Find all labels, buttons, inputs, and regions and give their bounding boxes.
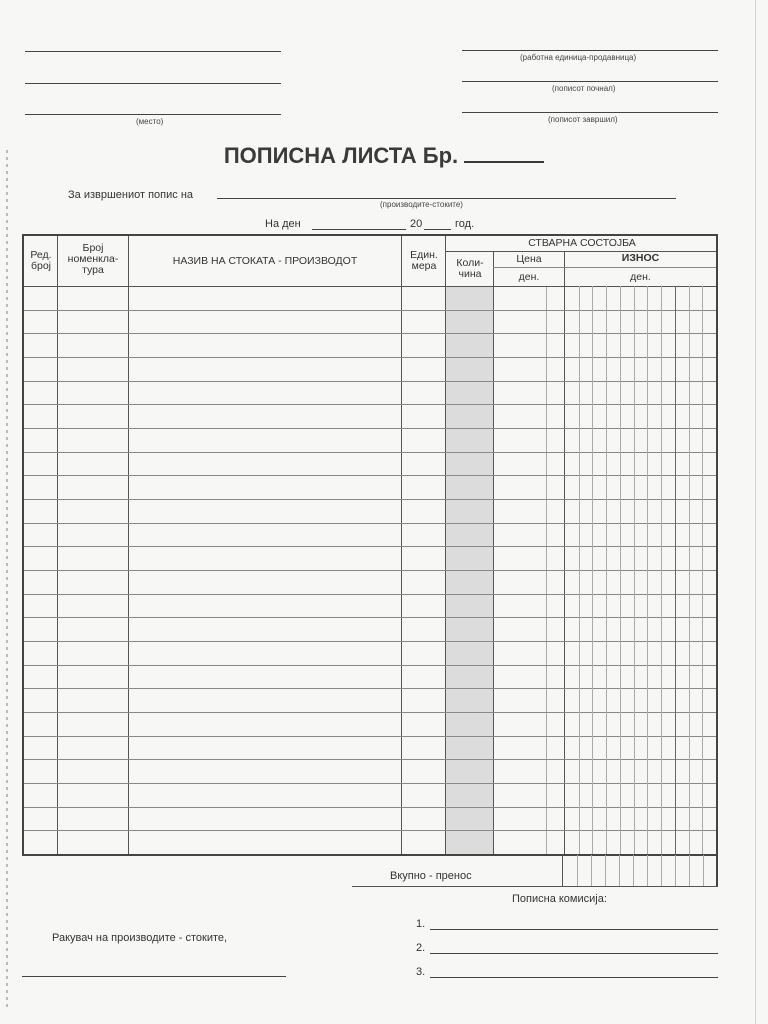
goods-line[interactable]: [217, 198, 676, 199]
table-row-line: [24, 381, 716, 382]
goods-hint: (производите-стоките): [380, 200, 463, 209]
table-row-line: [24, 736, 716, 737]
amount-digit-divider: [620, 286, 621, 854]
col-divider: [564, 252, 565, 854]
header-bottom: [24, 286, 716, 287]
col-divider: [401, 236, 402, 854]
table-row-line: [24, 783, 716, 784]
finished-label: (пописот завршил): [548, 115, 618, 124]
table-row-line: [24, 688, 716, 689]
amount-digit-divider: [675, 286, 676, 854]
table-row-line: [24, 523, 716, 524]
header-name: НАЗИВ НА СТОКАТА - ПРОИЗВОДОТ: [172, 255, 358, 267]
form-title: [0, 143, 768, 169]
place-label: (место): [136, 117, 164, 126]
started-line[interactable]: [462, 81, 718, 82]
total-digit-divider: [647, 855, 648, 886]
table-row-line: [24, 452, 716, 453]
total-digit-divider: [619, 855, 620, 886]
table-row-line: [24, 594, 716, 595]
header-price-unit: ден.: [518, 271, 540, 283]
total-digit-divider: [661, 855, 662, 886]
perforation-edge: [6, 150, 8, 1010]
amount-digit-divider: [634, 286, 635, 854]
year-suffix: год.: [455, 218, 475, 230]
total-digit-divider: [605, 855, 606, 886]
member-1-line[interactable]: [430, 929, 718, 930]
table-row-line: [24, 357, 716, 358]
header-unit: Един. мера: [410, 249, 438, 272]
subheader-divider: [493, 267, 716, 268]
amount-digit-divider: [647, 286, 648, 854]
member-3-line[interactable]: [430, 977, 718, 978]
total-digit-divider: [591, 855, 592, 886]
header-amount: ИЗНОС: [621, 252, 660, 264]
finished-line[interactable]: [462, 112, 718, 113]
form-number-blank[interactable]: [464, 143, 544, 163]
table-row-line: [24, 759, 716, 760]
header-line-1[interactable]: [25, 51, 281, 52]
year-prefix: 20: [410, 218, 423, 230]
manager-signature-line[interactable]: [22, 976, 286, 977]
total-digit-divider: [577, 855, 578, 886]
col-divider: [493, 252, 494, 854]
member-3-label: 3.: [416, 966, 426, 978]
started-label: (пописот почнал): [552, 84, 616, 93]
amount-digit-divider: [661, 286, 662, 854]
table-row-line: [24, 570, 716, 571]
header-quantity: Коли- чина: [456, 257, 484, 280]
amount-digit-divider: [606, 286, 607, 854]
header-number: Ред. број: [30, 249, 52, 272]
table-row-line: [24, 617, 716, 618]
table-row-line: [24, 641, 716, 642]
member-1-label: 1.: [416, 918, 426, 930]
table-row-line: [24, 712, 716, 713]
amount-digit-divider: [592, 286, 593, 854]
unit-label: (работна единица-продавница): [520, 53, 637, 62]
header-line-2[interactable]: [25, 83, 281, 84]
table-row-line: [24, 333, 716, 334]
total-label: Вкупно - пренос: [390, 870, 472, 882]
group-header-divider: [445, 251, 716, 252]
date-line[interactable]: [312, 229, 406, 230]
table-row-line: [24, 475, 716, 476]
total-amount-cells[interactable]: [562, 855, 718, 886]
header-price: Цена: [516, 253, 542, 265]
col-divider: [445, 236, 446, 854]
unit-line[interactable]: [462, 50, 718, 51]
commission-label: Пописна комисија:: [512, 893, 607, 905]
total-digit-divider: [703, 855, 704, 886]
year-line[interactable]: [424, 229, 451, 230]
amount-digit-divider: [579, 286, 580, 854]
col-divider: [128, 236, 129, 854]
member-2-label: 2.: [416, 942, 426, 954]
date-label: На ден: [265, 218, 301, 230]
member-2-line[interactable]: [430, 953, 718, 954]
header-amount-unit: ден.: [630, 271, 651, 283]
amount-digit-divider: [702, 286, 703, 854]
place-line[interactable]: [25, 114, 281, 115]
table-row-line: [24, 807, 716, 808]
total-digit-divider: [675, 855, 676, 886]
total-digit-divider: [633, 855, 634, 886]
table-row-line: [24, 499, 716, 500]
table-row-line: [24, 310, 716, 311]
inventory-table: [22, 234, 718, 856]
total-underline: [352, 886, 718, 887]
header-nomenclature: Број номенкла- тура: [67, 242, 119, 276]
form-title-text: ПОПИСНА ЛИСТА Бр.: [223, 143, 459, 168]
table-row-line: [24, 404, 716, 405]
amount-digit-divider: [689, 286, 690, 854]
header-actual-state: СТВАРНА СОСТОЈБА: [528, 237, 636, 249]
table-row-line: [24, 665, 716, 666]
for-label: За извршениот попис на: [68, 189, 194, 201]
table-row-line: [24, 830, 716, 831]
manager-label: Ракувач на производите - стоките,: [52, 932, 228, 944]
table-row-line: [24, 428, 716, 429]
col-divider: [57, 236, 58, 854]
total-digit-divider: [689, 855, 690, 886]
table-row-line: [24, 546, 716, 547]
